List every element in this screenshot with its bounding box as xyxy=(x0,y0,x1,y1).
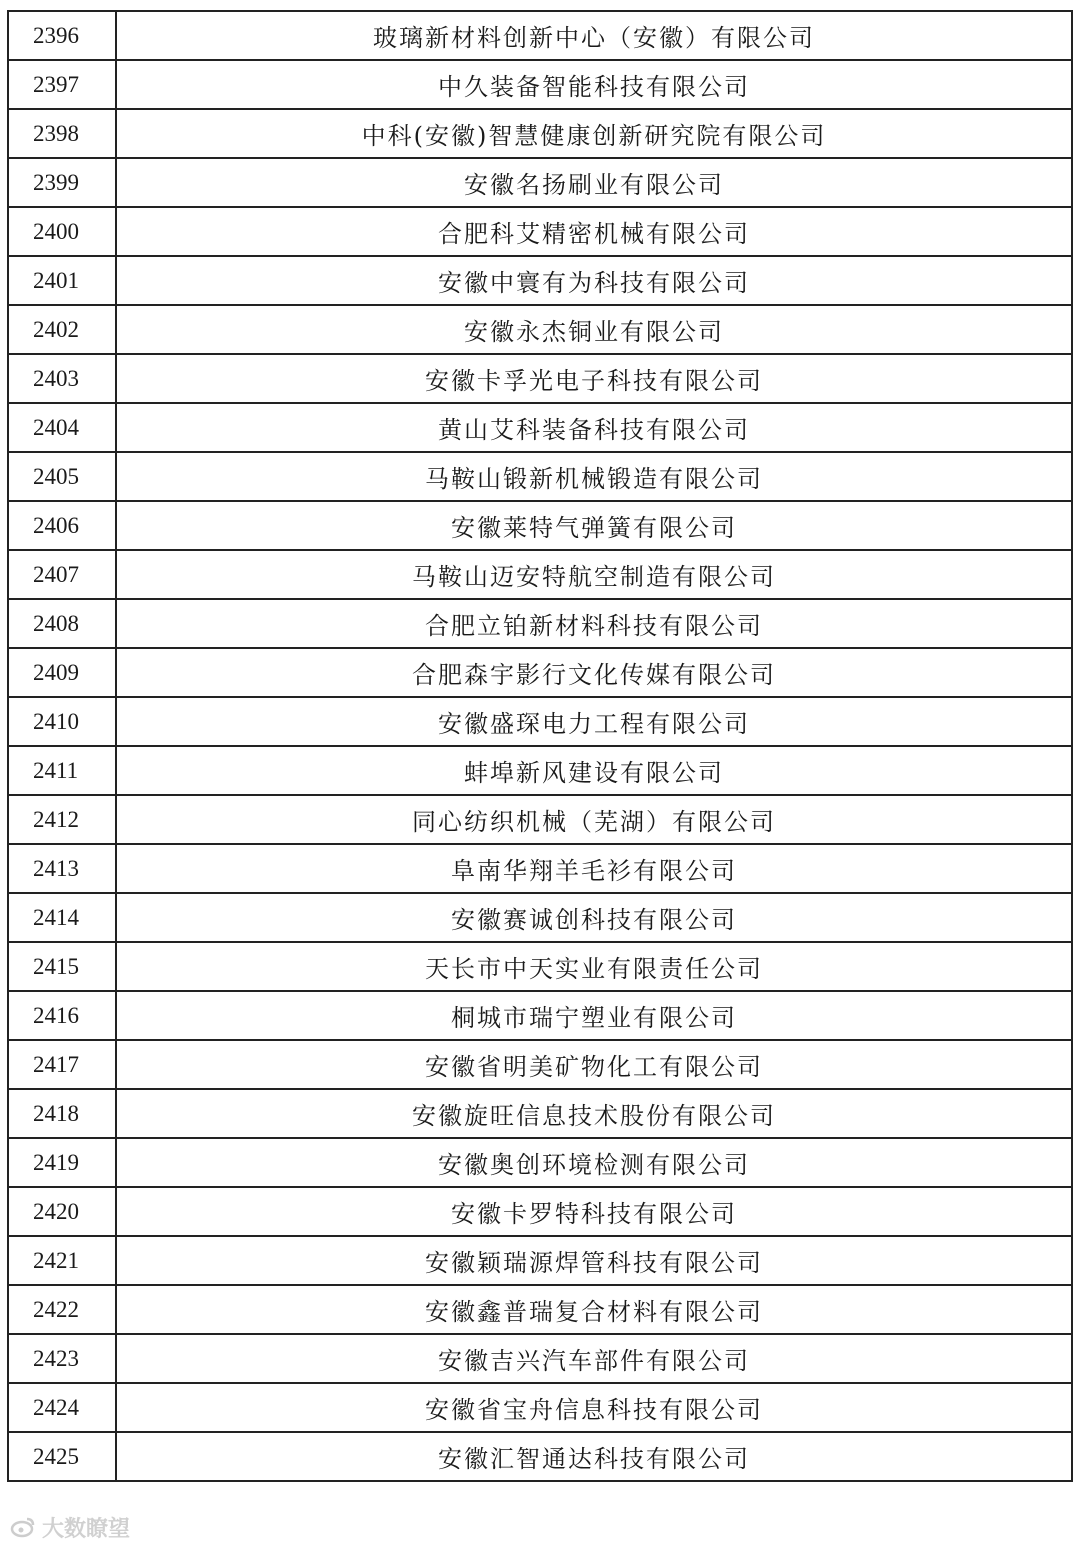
company-name-cell: 合肥立铂新材料科技有限公司 xyxy=(116,599,1072,648)
row-number-cell: 2423 xyxy=(8,1334,116,1383)
row-number-cell: 2422 xyxy=(8,1285,116,1334)
table-row xyxy=(8,60,1072,109)
row-number-cell: 2409 xyxy=(8,648,116,697)
company-name-cell: 安徽省明美矿物化工有限公司 xyxy=(116,1040,1072,1089)
weibo-logo-icon xyxy=(10,1516,36,1538)
row-number-cell: 2414 xyxy=(8,893,116,942)
row-number-cell: 2402 xyxy=(8,305,116,354)
company-name-cell: 安徽颖瑞源焊管科技有限公司 xyxy=(116,1236,1072,1285)
row-number-cell: 2419 xyxy=(8,1138,116,1187)
row-number-cell: 2421 xyxy=(8,1236,116,1285)
row-number-cell: 2418 xyxy=(8,1089,116,1138)
table-row xyxy=(8,1040,1072,1089)
row-number-cell: 2403 xyxy=(8,354,116,403)
row-number-cell: 2406 xyxy=(8,501,116,550)
row-number-cell: 2408 xyxy=(8,599,116,648)
company-name-cell: 安徽盛琛电力工程有限公司 xyxy=(116,697,1072,746)
table-row xyxy=(8,1187,1072,1236)
table-row xyxy=(8,109,1072,158)
row-number-cell: 2417 xyxy=(8,1040,116,1089)
table-row xyxy=(8,207,1072,256)
company-name-cell: 天长市中天实业有限责任公司 xyxy=(116,942,1072,991)
row-number-cell: 2420 xyxy=(8,1187,116,1236)
table-row xyxy=(8,1138,1072,1187)
table-row xyxy=(8,1285,1072,1334)
company-name-cell: 合肥森宇影行文化传媒有限公司 xyxy=(116,648,1072,697)
company-name-cell: 中科(安徽)智慧健康创新研究院有限公司 xyxy=(116,109,1072,158)
company-name-cell: 玻璃新材料创新中心（安徽）有限公司 xyxy=(116,11,1072,60)
company-name-cell: 安徽鑫普瑞复合材料有限公司 xyxy=(116,1285,1072,1334)
company-name-cell: 安徽中寰有为科技有限公司 xyxy=(116,256,1072,305)
table-row xyxy=(8,354,1072,403)
company-name-cell: 中久装备智能科技有限公司 xyxy=(116,60,1072,109)
row-number-cell: 2412 xyxy=(8,795,116,844)
table-row xyxy=(8,991,1072,1040)
row-number-cell: 2405 xyxy=(8,452,116,501)
row-number-cell: 2400 xyxy=(8,207,116,256)
company-name-cell: 安徽旋旺信息技术股份有限公司 xyxy=(116,1089,1072,1138)
company-name-cell: 蚌埠新风建设有限公司 xyxy=(116,746,1072,795)
company-name-cell: 马鞍山迈安特航空制造有限公司 xyxy=(116,550,1072,599)
row-number-cell: 2397 xyxy=(8,60,116,109)
table-row xyxy=(8,452,1072,501)
row-number-cell: 2424 xyxy=(8,1383,116,1432)
table-row xyxy=(8,1334,1072,1383)
row-number-cell: 2404 xyxy=(8,403,116,452)
table-row xyxy=(8,697,1072,746)
table-row xyxy=(8,648,1072,697)
row-number-cell: 2407 xyxy=(8,550,116,599)
company-name-cell: 合肥科艾精密机械有限公司 xyxy=(116,207,1072,256)
row-number-cell: 2410 xyxy=(8,697,116,746)
table-row xyxy=(8,599,1072,648)
table-row xyxy=(8,795,1072,844)
table-row xyxy=(8,305,1072,354)
table-row xyxy=(8,1432,1072,1481)
watermark xyxy=(10,1512,130,1542)
company-name-cell: 安徽汇智通达科技有限公司 xyxy=(116,1432,1072,1481)
row-number-cell: 2396 xyxy=(8,11,116,60)
company-name-cell: 安徽名扬刷业有限公司 xyxy=(116,158,1072,207)
table-row xyxy=(8,1089,1072,1138)
watermark-text: 大数瞭望 xyxy=(42,1516,131,1542)
company-name-cell: 桐城市瑞宁塑业有限公司 xyxy=(116,991,1072,1040)
table-row xyxy=(8,844,1072,893)
company-name-cell: 安徽赛诚创科技有限公司 xyxy=(116,893,1072,942)
company-name-cell: 安徽奥创环境检测有限公司 xyxy=(116,1138,1072,1187)
table-row xyxy=(8,1236,1072,1285)
table-row xyxy=(8,746,1072,795)
company-list-table-container xyxy=(7,10,1073,1482)
company-name-cell: 同心纺织机械（芜湖）有限公司 xyxy=(116,795,1072,844)
company-name-cell: 安徽省宝舟信息科技有限公司 xyxy=(116,1383,1072,1432)
company-name-cell: 安徽莱特气弹簧有限公司 xyxy=(116,501,1072,550)
company-name-cell: 黄山艾科装备科技有限公司 xyxy=(116,403,1072,452)
table-row xyxy=(8,893,1072,942)
row-number-cell: 2398 xyxy=(8,109,116,158)
table-row xyxy=(8,942,1072,991)
row-number-cell: 2411 xyxy=(8,746,116,795)
row-number-cell: 2413 xyxy=(8,844,116,893)
table-row xyxy=(8,11,1072,60)
table-row xyxy=(8,158,1072,207)
company-name-cell: 安徽永杰铜业有限公司 xyxy=(116,305,1072,354)
table-row xyxy=(8,550,1072,599)
table-row xyxy=(8,256,1072,305)
table-body xyxy=(8,11,1072,1481)
company-name-cell: 阜南华翔羊毛衫有限公司 xyxy=(116,844,1072,893)
company-name-cell: 马鞍山锻新机械锻造有限公司 xyxy=(116,452,1072,501)
row-number-cell: 2415 xyxy=(8,942,116,991)
row-number-cell: 2416 xyxy=(8,991,116,1040)
company-name-cell: 安徽卡罗特科技有限公司 xyxy=(116,1187,1072,1236)
table-row xyxy=(8,501,1072,550)
row-number-cell: 2401 xyxy=(8,256,116,305)
company-list-table xyxy=(7,10,1073,1482)
row-number-cell: 2399 xyxy=(8,158,116,207)
company-name-cell: 安徽卡孚光电子科技有限公司 xyxy=(116,354,1072,403)
table-row xyxy=(8,1383,1072,1432)
table-row xyxy=(8,403,1072,452)
row-number-cell: 2425 xyxy=(8,1432,116,1481)
company-name-cell: 安徽吉兴汽车部件有限公司 xyxy=(116,1334,1072,1383)
